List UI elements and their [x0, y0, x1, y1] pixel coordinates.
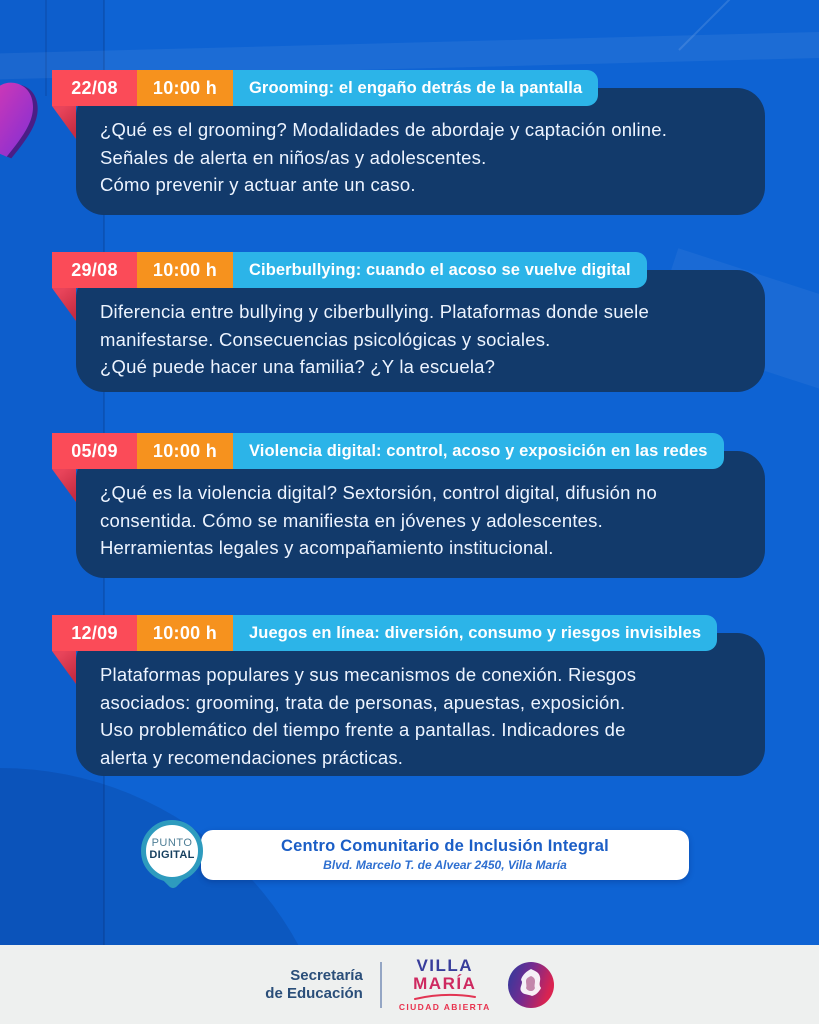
description-line: Herramientas legales y acompañamiento institucional. — [100, 537, 554, 558]
description-line: Señales de alerta en niños/as y adolescentes. — [100, 146, 487, 168]
event-description-panel — [76, 270, 765, 392]
description-line: Diferencia entre bullying y ciberbullying. Plataformas donde suele — [100, 301, 649, 322]
org-name-line1: Secretaría — [290, 966, 363, 984]
venue-address: Blvd. Marcelo T. de Alvear 2450, Villa María — [323, 858, 567, 872]
org-name — [265, 967, 363, 1003]
time-badge: 10:00 h — [137, 252, 233, 288]
event-description-panel — [76, 88, 765, 215]
description-line: Plataformas populares y sus mecanismos de conexión. Riesgos — [100, 664, 637, 685]
badge-row — [52, 70, 598, 106]
badge-row — [52, 615, 717, 651]
date-badge: 29/08 — [52, 252, 137, 288]
time-badge: 10:00 h — [137, 70, 233, 106]
city-logo-line2: MARÍA — [413, 974, 477, 994]
footer-divider — [380, 962, 382, 1008]
date-badge: 05/09 — [52, 433, 137, 469]
description-line: Uso problemático del tiempo frente a pantallas. Indicadores de — [100, 719, 626, 740]
event-title-badge: Violencia digital: control, acoso y exposición en las redes — [233, 433, 724, 469]
badge-row — [52, 433, 724, 469]
description-line: ¿Qué es el grooming? Modalidades de abordaje y captación online. — [100, 119, 668, 140]
pin-label-punto: PUNTO — [151, 837, 193, 849]
time-badge: 10:00 h — [137, 433, 233, 469]
badge-row — [52, 252, 647, 288]
punto-digital-pin-icon — [141, 820, 205, 900]
event-title-badge: Juegos en línea: diversión, consumo y riesgos invisibles — [233, 615, 717, 651]
footer-bar — [0, 945, 819, 1024]
date-badge: 12/09 — [52, 615, 137, 651]
heart-icon — [0, 78, 42, 166]
description-line: manifestarse. Consecuencias psicológicas y sociales. — [100, 328, 551, 350]
event-title-badge: Ciberbullying: cuando el acoso se vuelve digital — [233, 252, 647, 288]
org-name-line2: de Educación — [265, 984, 363, 1002]
city-logo-tagline: CIUDAD ABIERTA — [398, 1002, 491, 1013]
pin-label-digital: DIGITAL — [149, 849, 195, 861]
city-logo-line1: VILLA — [416, 956, 474, 976]
swoosh-underline-icon — [413, 993, 477, 1000]
city-logo — [399, 957, 491, 1012]
description-line: alerta y recomendaciones prácticas. — [100, 746, 404, 768]
description-line: Cómo prevenir y actuar ante un caso. — [100, 174, 416, 195]
venue-name: Centro Comunitario de Inclusión Integral — [281, 837, 609, 855]
pin-circle — [141, 820, 203, 882]
description-line: consentida. Cómo se manifiesta en jóvenes y adolescentes. — [100, 509, 603, 531]
event-description-panel — [76, 451, 765, 578]
city-seal-icon — [508, 962, 554, 1008]
description-line: ¿Qué es la violencia digital? Sextorsión, control digital, difusión no — [100, 482, 657, 503]
event-title-badge: Grooming: el engaño detrás de la pantalla — [233, 70, 598, 106]
time-badge: 10:00 h — [137, 615, 233, 651]
background-vertical-line-short — [45, 0, 47, 96]
event-description-panel — [76, 633, 765, 776]
description-line: ¿Qué puede hacer una familia? ¿Y la escuela? — [100, 356, 496, 377]
venue-pill — [201, 830, 689, 880]
description-line: asociados: grooming, trata de personas, apuestas, exposición. — [100, 691, 626, 713]
date-badge: 22/08 — [52, 70, 137, 106]
